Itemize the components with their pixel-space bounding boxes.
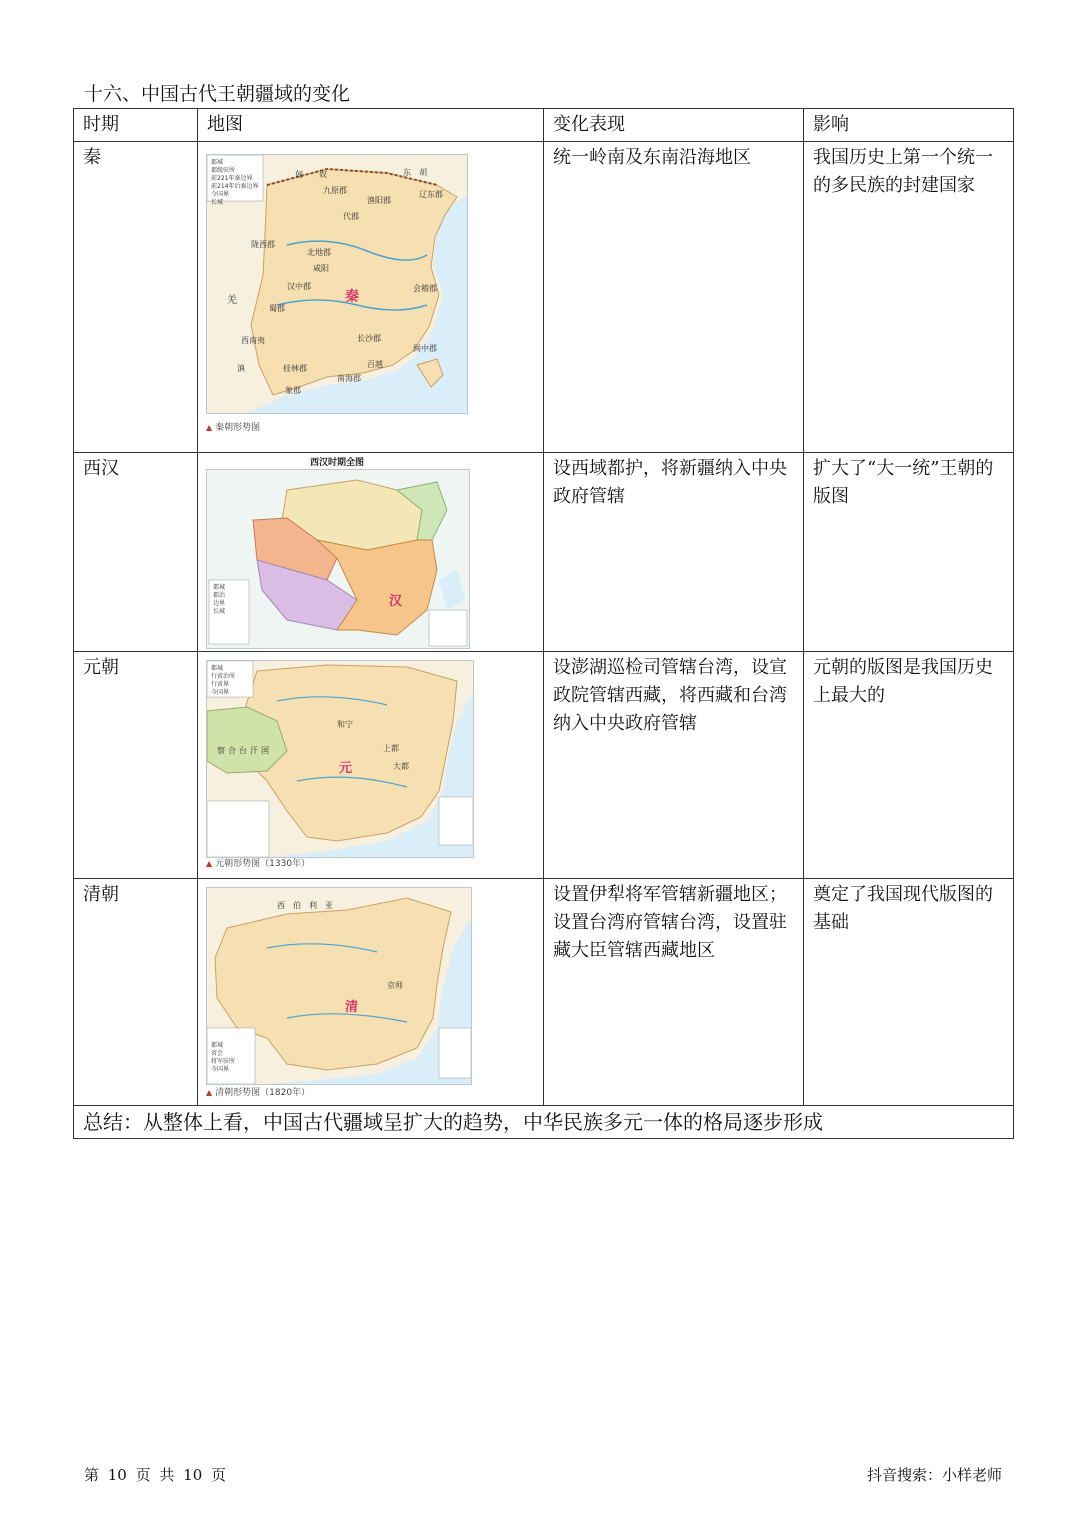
map-label: 西 伯 利 亚 (277, 901, 333, 910)
map-cell (198, 453, 544, 652)
impact-cell: 元朝的版图是我国历史上最大的 (804, 652, 1014, 879)
map-caption: ▲ 秦朝形势图 (206, 423, 261, 433)
map-label: 汉中郡 (287, 282, 311, 291)
map-label: 羌 (227, 295, 237, 306)
map-label: 东 胡 (403, 168, 427, 177)
period-cell: 清朝 (74, 879, 198, 1106)
map-main-label: 汉 (389, 594, 403, 609)
qing-map-image (206, 887, 472, 1085)
triangle-icon: ▲ (206, 423, 213, 432)
impact-cell: 扩大了“大一统”王朝的版图 (804, 453, 1014, 652)
map-label: 咸阳 (313, 264, 329, 273)
territory-table (73, 108, 1014, 1139)
summary-row (74, 1106, 1014, 1139)
map-label: 蜀郡 (269, 304, 285, 313)
qin-map-legend: 郡城 郡级驻所 前221年秦边界 前214年后秦边界 今国界 长城 (211, 159, 259, 206)
map-label: 象郡 (285, 386, 301, 395)
map-label: 会稽郡 (413, 284, 437, 293)
map-main-label: 元 (339, 761, 353, 776)
impact-cell: 奠定了我国现代版图的基础 (804, 879, 1014, 1106)
xihan-map-image (206, 469, 470, 649)
map-label: 陇西郡 (251, 240, 275, 249)
header-change: 变化表现 (544, 109, 804, 142)
summary-text: 总结：从整体上看，中国古代疆域呈扩大的趋势，中华民族多元一体的格局逐步形成 (74, 1106, 1014, 1139)
map-cell (198, 879, 544, 1106)
map-main-label: 秦 (345, 289, 359, 305)
table-row-qing (74, 879, 1014, 1106)
map-label: 长沙郡 (357, 334, 381, 343)
footer-note: 抖音搜索：小样老师 (866, 1466, 1002, 1484)
map-label: 百越 (367, 360, 383, 369)
triangle-icon: ▲ (206, 859, 213, 868)
map-cell (198, 652, 544, 879)
yuan-map-legend: 都城 行省治所 行省界 今国界 (211, 665, 236, 696)
table-header-row (74, 109, 1014, 142)
map-label: 辽东郡 (419, 190, 443, 199)
change-cell: 设西域都护，将新疆纳入中央政府管辖 (544, 453, 804, 652)
map-label: 西南夷 (241, 336, 265, 345)
map-caption: ▲ 清朝形势图（1820年） (206, 1088, 311, 1098)
change-cell: 设澎湖巡检司管辖台湾，设宣政院管辖西藏，将西藏和台湾纳入中央政府管辖 (544, 652, 804, 879)
map-label: 代郡 (343, 212, 359, 221)
map-label: 察合台汗国 (217, 746, 272, 755)
yuan-map-image (206, 660, 474, 858)
map-label: 渔阳郡 (367, 196, 391, 205)
map-label: 匈 奴 (295, 170, 327, 179)
header-map: 地图 (198, 109, 544, 142)
map-label: 闽中郡 (413, 344, 437, 353)
table-row-qin (74, 142, 1014, 453)
map-label: 大都 (393, 762, 409, 771)
period-cell: 秦 (74, 142, 198, 453)
map-title: 西汉时期全图 (309, 458, 364, 468)
map-cell (198, 142, 544, 453)
map-caption: ▲ 元朝形势图（1330年） (206, 859, 311, 869)
period-cell: 元朝 (74, 652, 198, 879)
header-period: 时期 (74, 109, 198, 142)
triangle-icon: ▲ (206, 1088, 213, 1097)
header-impact: 影响 (804, 109, 1014, 142)
section-title: 十六、中国古代王朝疆域的变化 (84, 83, 351, 105)
map-label: 京师 (387, 981, 403, 990)
change-cell: 统一岭南及东南沿海地区 (544, 142, 804, 453)
map-label: 南海郡 (337, 374, 361, 383)
map-label: 北地郡 (307, 248, 331, 257)
page-number: 第 10 页 共 10 页 (84, 1466, 227, 1484)
period-cell: 西汉 (74, 453, 198, 652)
map-label: 上都 (383, 744, 399, 753)
change-cell: 设置伊犁将军管辖新疆地区；设置台湾府管辖台湾，设置驻藏大臣管辖西藏地区 (544, 879, 804, 1106)
map-label: 和宁 (337, 720, 353, 729)
xihan-map-legend: 都城 郡治 边界 长城 (213, 584, 226, 615)
table-row-xihan (74, 453, 1014, 652)
map-label: 九原郡 (323, 186, 347, 195)
table-row-yuan (74, 652, 1014, 879)
map-label: 桂林郡 (283, 364, 307, 373)
qing-map-legend: 都城 省会 将军驻所 今国界 (211, 1042, 236, 1073)
impact-cell: 我国历史上第一个统一的多民族的封建国家 (804, 142, 1014, 453)
map-main-label: 清 (345, 1000, 359, 1015)
qin-map-image (206, 154, 468, 414)
map-label: 滇 (237, 364, 245, 373)
